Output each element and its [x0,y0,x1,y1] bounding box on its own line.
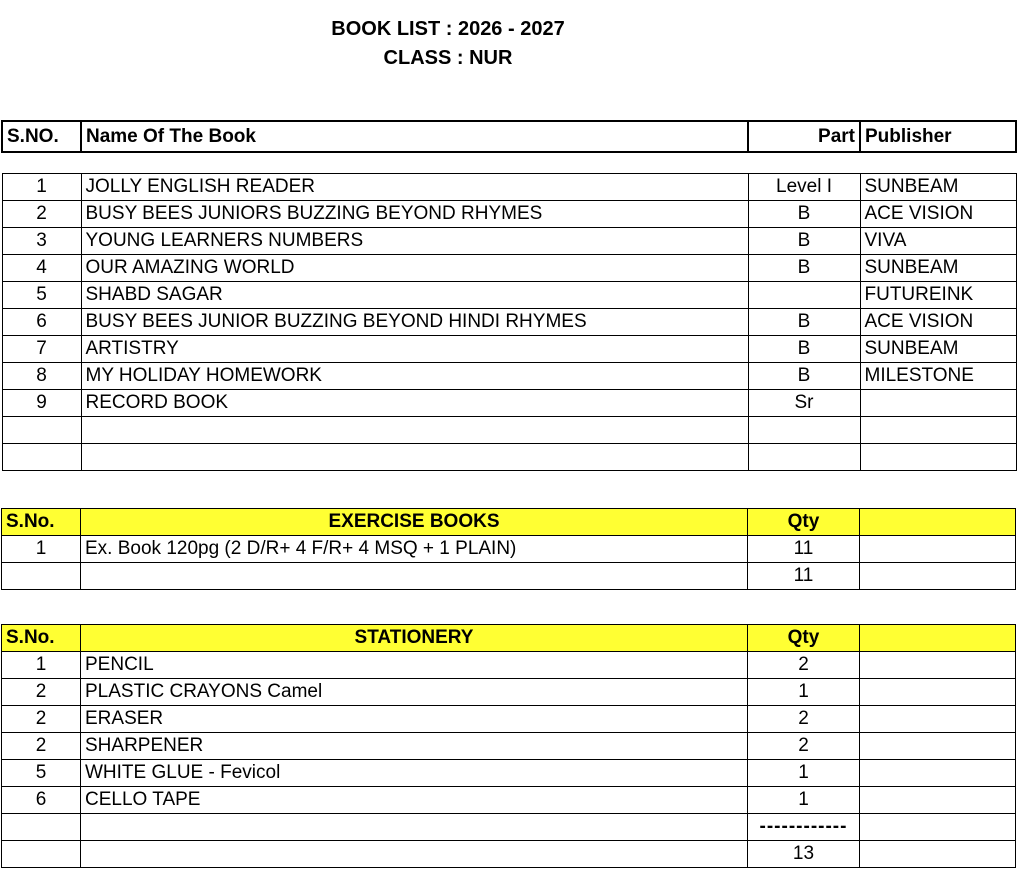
stationery-qty: 1 [748,787,860,814]
table-row [2,309,1016,336]
stationery-qty: 1 [748,679,860,706]
table-row [2,760,1016,787]
table-row [2,174,1016,201]
empty-cell [860,733,1016,760]
stationery-name: WHITE GLUE - Fevicol [81,760,748,787]
book-part: B [748,309,860,336]
empty-cell [2,444,81,471]
stationery-qty: 2 [748,733,860,760]
stationery-qty: 2 [748,706,860,733]
table-row [2,282,1016,309]
table-row [2,363,1016,390]
book-name: ARTISTRY [81,336,748,363]
stationery-separator: ------------ [748,814,860,841]
empty-cell [2,841,81,868]
book-publisher: MILESTONE [860,363,1016,390]
table-row [2,706,1016,733]
stationery-separator-row [2,814,1016,841]
stationery-name: SHARPENER [81,733,748,760]
book-name: OUR AMAZING WORLD [81,255,748,282]
empty-cell [748,417,860,444]
header-part: Part [748,121,860,152]
empty-cell [860,417,1016,444]
empty-cell [860,536,1016,563]
book-name: JOLLY ENGLISH READER [81,174,748,201]
book-name: BUSY BEES JUNIOR BUZZING BEYOND HINDI RHYMES [81,309,748,336]
empty-cell [860,841,1016,868]
exercise-books-table [1,508,1016,590]
stationery-qty: 1 [748,760,860,787]
empty-cell [81,814,748,841]
stationery-header-name: STATIONERY [81,625,748,652]
exercise-total: 11 [748,563,860,590]
empty-cell [860,787,1016,814]
exercise-header-row [2,509,1016,536]
book-publisher: VIVA [860,228,1016,255]
book-sno: 1 [2,174,81,201]
stationery-name: ERASER [81,706,748,733]
book-sno: 2 [2,201,81,228]
stationery-name: PLASTIC CRAYONS Camel [81,679,748,706]
book-publisher [860,390,1016,417]
table-row [2,787,1016,814]
book-list-table [1,120,1017,471]
book-sno: 5 [2,282,81,309]
exercise-header-qty: Qty [748,509,860,536]
book-part: B [748,336,860,363]
book-part: B [748,363,860,390]
stationery-total-row [2,841,1016,868]
spacer-row [2,152,1016,174]
exercise-header-sno: S.No. [2,509,81,536]
book-sno: 4 [2,255,81,282]
stationery-sno: 2 [2,733,81,760]
header-publisher: Publisher [860,121,1016,152]
stationery-sno: 2 [2,679,81,706]
empty-cell [81,417,748,444]
book-name: RECORD BOOK [81,390,748,417]
stationery-header-row [2,625,1016,652]
exercise-sno: 1 [2,536,81,563]
page-title: BOOK LIST : 2026 - 2027 [331,18,565,40]
table-row [2,679,1016,706]
empty-cell [860,706,1016,733]
empty-cell [860,814,1016,841]
stationery-sno: 6 [2,787,81,814]
empty-cell [860,444,1016,471]
table-row [2,228,1016,255]
exercise-total-row [2,563,1016,590]
book-part: B [748,255,860,282]
book-publisher: ACE VISION [860,201,1016,228]
book-sno: 9 [2,390,81,417]
book-sno: 7 [2,336,81,363]
book-part: B [748,228,860,255]
stationery-name: CELLO TAPE [81,787,748,814]
table-row [2,652,1016,679]
book-sno: 6 [2,309,81,336]
exercise-qty: 11 [748,536,860,563]
book-name: MY HOLIDAY HOMEWORK [81,363,748,390]
empty-cell [860,652,1016,679]
header-sno: S.NO. [2,121,81,152]
book-part [748,282,860,309]
empty-cell [81,841,748,868]
exercise-name: Ex. Book 120pg (2 D/R+ 4 F/R+ 4 MSQ + 1 PLAIN) [81,536,748,563]
empty-cell [860,563,1016,590]
stationery-sno: 2 [2,706,81,733]
book-sno: 8 [2,363,81,390]
stationery-total: 13 [748,841,860,868]
stationery-sno: 5 [2,760,81,787]
exercise-header-name: EXERCISE BOOKS [81,509,748,536]
empty-cell [81,444,748,471]
book-name: BUSY BEES JUNIORS BUZZING BEYOND RHYMES [81,201,748,228]
book-publisher: SUNBEAM [860,174,1016,201]
stationery-sno: 1 [2,652,81,679]
book-sno: 3 [2,228,81,255]
book-publisher: SUNBEAM [860,336,1016,363]
stationery-header-sno: S.No. [2,625,81,652]
book-publisher: SUNBEAM [860,255,1016,282]
empty-cell [2,814,81,841]
empty-cell [2,417,81,444]
book-name: YOUNG LEARNERS NUMBERS [81,228,748,255]
empty-cell [2,563,81,590]
empty-cell [81,563,748,590]
book-part: B [748,201,860,228]
empty-row [2,417,1016,444]
book-publisher: ACE VISION [860,309,1016,336]
stationery-table [1,624,1016,868]
stationery-name: PENCIL [81,652,748,679]
empty-row [2,444,1016,471]
table-row [2,536,1016,563]
book-publisher: FUTUREINK [860,282,1016,309]
header-book-name [81,121,748,152]
class-label: CLASS : NUR [383,47,513,69]
table-header-row [2,121,1016,152]
table-row [2,733,1016,760]
stationery-qty: 2 [748,652,860,679]
empty-cell [860,679,1016,706]
empty-cell [748,444,860,471]
empty-cell [860,760,1016,787]
table-row [2,255,1016,282]
table-row [2,390,1016,417]
table-row [2,201,1016,228]
stationery-header-qty: Qty [748,625,860,652]
book-name: SHABD SAGAR [81,282,748,309]
book-part: Sr [748,390,860,417]
header-book-name-text: Name Of The Book [86,125,256,147]
table-row [2,336,1016,363]
book-part: Level I [748,174,860,201]
